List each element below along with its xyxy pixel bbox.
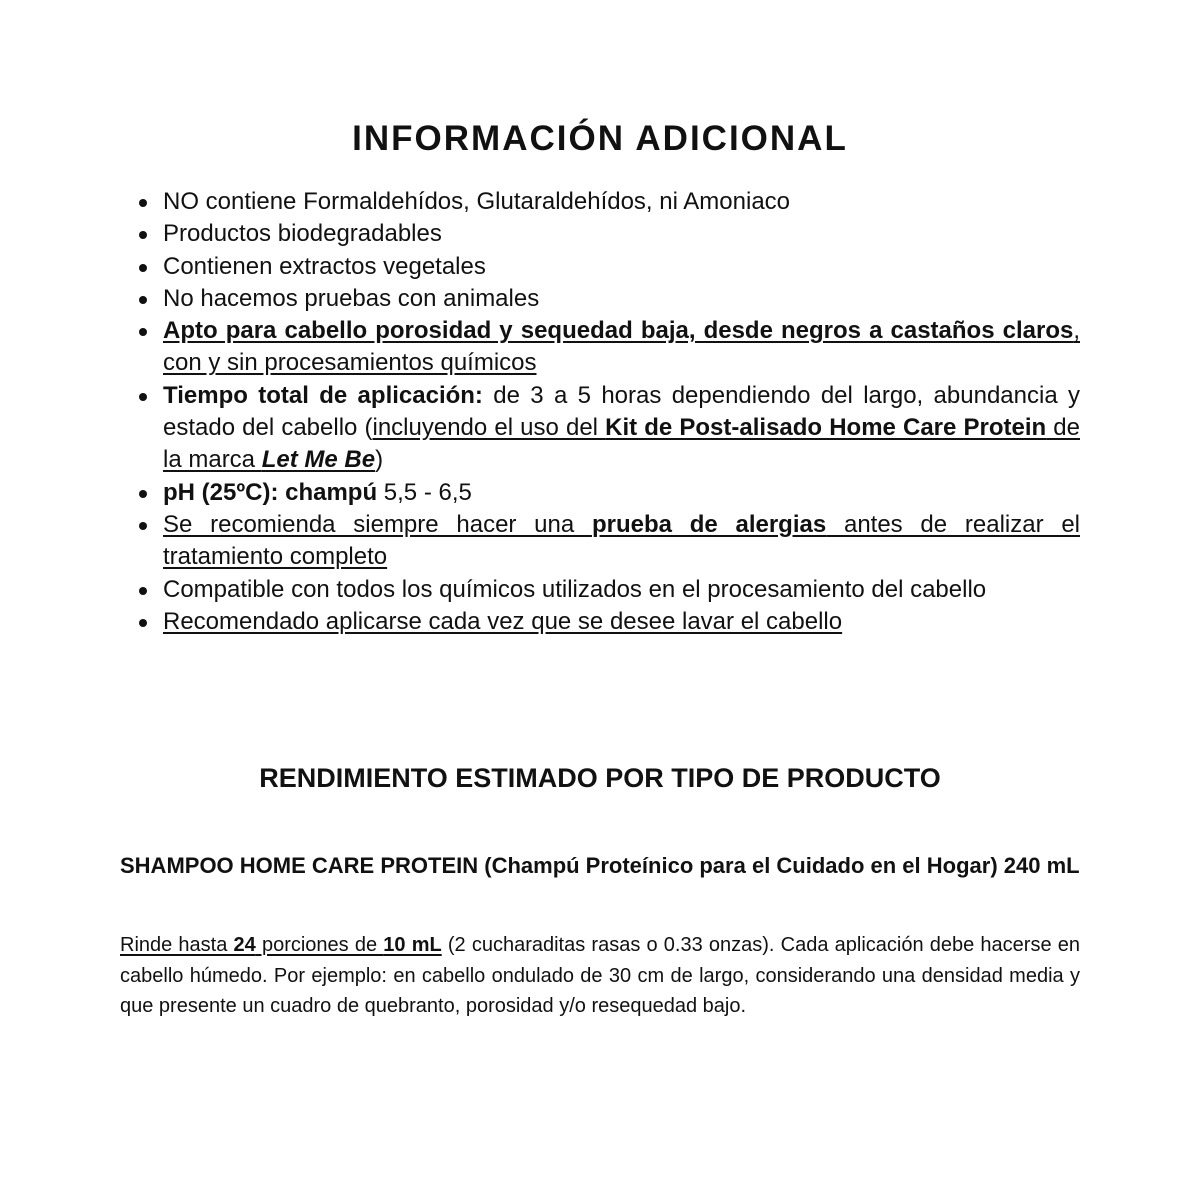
yield-intro: Rinde hasta — [120, 934, 234, 956]
item-text: Recomendado aplicarse cada vez que se desee lavar el cabello — [163, 607, 843, 635]
yield-details: (2 cucharaditas rasas o 0.33 onzas). Cada aplicación debe hacerse en cabello húmedo. Por ejemplo: en cabello ondulado de 30 cm de largo, considerando una densidad media y que presente un cuadro de quebranto, porosidad y/o resequedad bajo. — [120, 934, 1080, 1017]
yield-portions: porciones de — [255, 934, 384, 956]
brand-name: Let Me Be — [261, 446, 376, 474]
list-item — [163, 477, 1080, 509]
ph-value: 5,5 - 6,5 — [377, 478, 472, 506]
list-item — [163, 315, 1080, 380]
list-item — [163, 380, 1080, 477]
product-description — [120, 930, 1080, 1022]
item-text: Productos biodegradables — [163, 220, 442, 248]
item-text: NO contiene Formaldehídos, Glutaraldehídos, ni Amoniaco — [163, 188, 791, 215]
hair-type-rest: , con y sin procesamientos químicos — [163, 317, 1080, 377]
brand-intro: de la marca — [163, 414, 1080, 474]
kit-intro: incluyendo el uso del — [372, 414, 606, 442]
section-title: RENDIMIENTO ESTIMADO POR TIPO DE PRODUCTO — [259, 763, 941, 793]
allergy-test: prueba de alergias — [591, 510, 827, 538]
yield-phrase — [120, 934, 442, 956]
closing-paren: ) — [375, 446, 384, 474]
page-title: INFORMACIÓN ADICIONAL — [352, 119, 848, 158]
application-time-label: Tiempo total de aplicación: — [163, 381, 483, 409]
kit-name: Kit de Post-alisado Home Care Protein — [605, 414, 1047, 442]
list-item — [163, 251, 1080, 283]
list-item — [163, 186, 1080, 218]
list-item — [163, 283, 1080, 315]
yield-quantity: 10 mL — [383, 934, 442, 956]
hair-type-bold: Apto para cabello porosidad y sequedad baja, desde negros a castaños claros — [163, 317, 1074, 345]
item-text: Contienen extractos vegetales — [163, 252, 486, 280]
application-time-text: de 3 a 5 horas dependiendo del largo, abundancia y estado del cabello ( — [163, 381, 1080, 442]
ph-label: pH (25ºC): champú — [163, 478, 378, 506]
item-text: No hacemos pruebas con animales — [163, 284, 540, 312]
allergy-intro: Se recomienda siempre hacer una — [163, 510, 592, 538]
yield-number: 24 — [233, 934, 256, 956]
list-item — [163, 574, 1080, 606]
list-item — [163, 606, 1080, 638]
product-name: SHAMPOO HOME CARE PROTEIN (Champú Proteínico para el Cuidado en el Hogar) 240 mL — [120, 853, 1080, 878]
info-list — [163, 186, 1080, 638]
list-item — [163, 218, 1080, 250]
list-item — [163, 509, 1080, 574]
item-text: Compatible con todos los químicos utilizados en el procesamiento del cabello — [163, 575, 987, 603]
allergy-rest: antes de realizar el tratamiento completo — [163, 510, 1080, 571]
